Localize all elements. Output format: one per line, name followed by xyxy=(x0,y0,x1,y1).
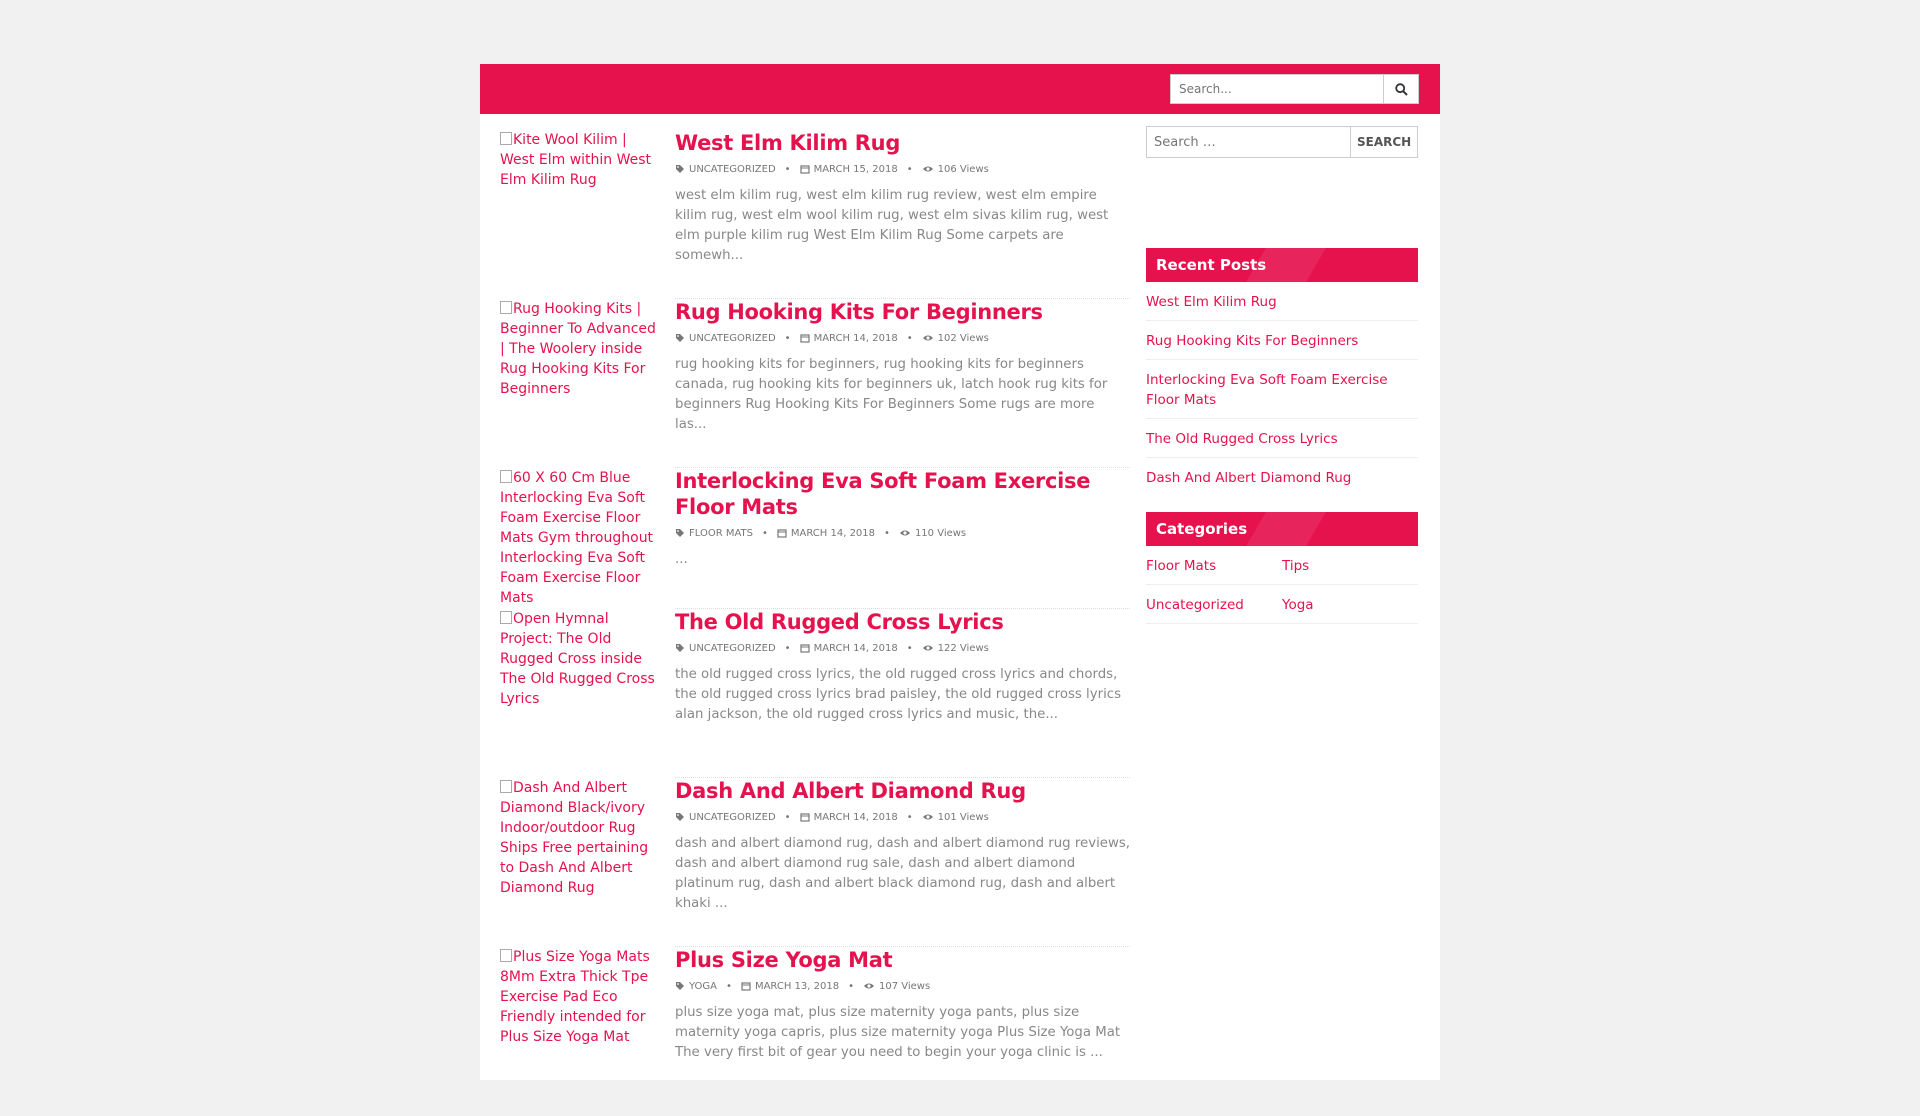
broken-image-icon xyxy=(500,949,512,962)
post-excerpt: ... xyxy=(675,552,688,567)
post-meta: YOGA • MARCH 13, 2018 • 107 Views xyxy=(675,979,1130,993)
recent-post-item xyxy=(1146,419,1418,458)
eye-icon xyxy=(922,164,934,174)
tag-icon xyxy=(675,528,685,538)
post-category[interactable]: YOGA xyxy=(689,980,718,992)
post-date: MARCH 14, 2018 xyxy=(790,527,876,539)
tag-icon xyxy=(675,981,685,991)
post-category[interactable]: UNCATEGORIZED xyxy=(689,332,776,344)
eye-icon xyxy=(922,812,934,822)
post-thumbnail[interactable] xyxy=(500,130,660,190)
broken-image-icon xyxy=(500,780,512,793)
post-item xyxy=(500,947,1130,1116)
post-excerpt: dash and albert diamond rug, dash and albert diamond rug reviews, dash and albert diamond rug sale, dash and albert diamond platinum rug, dash and albert black diamond rug, dash and albert khaki ... xyxy=(675,836,1130,911)
header-search-input[interactable] xyxy=(1170,74,1384,104)
post-meta: UNCATEGORIZED • MARCH 15, 2018 • 106 Views xyxy=(675,162,1130,176)
eye-icon xyxy=(922,333,934,343)
post-meta: UNCATEGORIZED • MARCH 14, 2018 • 101 Views xyxy=(675,810,1130,824)
category-item xyxy=(1146,585,1282,624)
post-title[interactable]: The Old Rugged Cross Lyrics xyxy=(675,610,1004,634)
post-meta: FLOOR MATS • MARCH 14, 2018 • 110 Views xyxy=(675,526,1130,540)
recent-posts-widget xyxy=(1146,248,1418,496)
recent-posts-heading: Recent Posts xyxy=(1146,248,1418,282)
category-item xyxy=(1282,585,1418,624)
post-views: 107 Views xyxy=(878,980,931,992)
thumbnail-alt-text: Open Hymnal Project: The Old Rugged Cross inside The Old Rugged Cross Lyrics xyxy=(500,611,655,707)
post-excerpt: plus size yoga mat, plus size maternity yoga pants, plus size maternity yoga capris, plus size maternity yoga Plus Size Yoga Mat The very first bit of gear you need to begin your yoga clinic is ... xyxy=(675,1005,1121,1060)
calendar-icon xyxy=(800,643,810,653)
post-date: MARCH 13, 2018 xyxy=(754,980,840,992)
recent-post-link[interactable]: West Elm Kilim Rug xyxy=(1146,294,1277,310)
post-title[interactable]: West Elm Kilim Rug xyxy=(675,131,901,155)
post-meta: UNCATEGORIZED • MARCH 14, 2018 • 102 Views xyxy=(675,331,1130,345)
categories-widget xyxy=(1146,512,1418,624)
thumbnail-alt-text: Kite Wool Kilim | West Elm within West Elm Kilim Rug xyxy=(500,132,652,188)
tag-icon xyxy=(675,812,685,822)
post-title[interactable]: Rug Hooking Kits For Beginners xyxy=(675,300,1043,324)
recent-post-item xyxy=(1146,458,1418,496)
eye-icon xyxy=(863,981,875,991)
post-date: MARCH 15, 2018 xyxy=(813,163,898,175)
recent-post-link[interactable]: Rug Hooking Kits For Beginners xyxy=(1146,333,1359,349)
post-views: 106 Views xyxy=(937,163,989,175)
page-container xyxy=(480,64,1440,1080)
post-thumbnail[interactable] xyxy=(500,468,660,608)
header-search-form xyxy=(1170,74,1410,104)
post-views: 110 Views xyxy=(914,527,967,539)
post-item xyxy=(500,299,1130,468)
post-category[interactable]: UNCATEGORIZED xyxy=(689,811,776,823)
post-excerpt: the old rugged cross lyrics, the old rugged cross lyrics and chords, the old rugged cross lyrics brad paisley, the old rugged cross lyrics alan jackson, the old rugged cross lyrics and music, the... xyxy=(675,667,1122,722)
post-category[interactable]: FLOOR MATS xyxy=(689,527,753,539)
post-views: 102 Views xyxy=(937,332,989,344)
categories-heading: Categories xyxy=(1146,512,1418,546)
search-icon xyxy=(1395,83,1408,96)
post-thumbnail[interactable] xyxy=(500,299,660,399)
post-date: MARCH 14, 2018 xyxy=(813,811,898,823)
thumbnail-alt-text: Rug Hooking Kits | Beginner To Advanced | The Woolery inside Rug Hooking Kits For Beginners xyxy=(500,301,656,397)
post-date: MARCH 14, 2018 xyxy=(813,332,898,344)
sidebar-search-form xyxy=(1146,126,1418,158)
category-link-yoga[interactable]: Yoga xyxy=(1282,597,1314,613)
post-views: 101 Views xyxy=(937,811,989,823)
eye-icon xyxy=(922,643,934,653)
calendar-icon xyxy=(741,981,751,991)
post-thumbnail[interactable] xyxy=(500,778,660,898)
sidebar-search-button[interactable]: SEARCH xyxy=(1350,126,1418,158)
post-category[interactable]: UNCATEGORIZED xyxy=(689,163,776,175)
tag-icon xyxy=(675,643,685,653)
post-title[interactable]: Dash And Albert Diamond Rug xyxy=(675,779,1026,803)
sidebar xyxy=(1146,126,1418,624)
recent-post-item xyxy=(1146,360,1418,419)
broken-image-icon xyxy=(500,301,512,314)
post-item xyxy=(500,468,1130,609)
category-link-tips[interactable]: Tips xyxy=(1282,558,1310,574)
calendar-icon xyxy=(777,528,787,538)
recent-post-link[interactable]: The Old Rugged Cross Lyrics xyxy=(1146,431,1338,447)
calendar-icon xyxy=(800,164,810,174)
post-title[interactable]: Plus Size Yoga Mat xyxy=(675,948,893,972)
category-link-uncategorized[interactable]: Uncategorized xyxy=(1146,597,1244,613)
post-meta: UNCATEGORIZED • MARCH 14, 2018 • 122 Views xyxy=(675,641,1130,655)
tag-icon xyxy=(675,333,685,343)
post-list xyxy=(500,130,1130,1116)
tag-icon xyxy=(675,164,685,174)
recent-post-link[interactable]: Dash And Albert Diamond Rug xyxy=(1146,470,1352,486)
post-item xyxy=(500,778,1130,947)
broken-image-icon xyxy=(500,611,512,624)
category-item xyxy=(1282,546,1418,585)
post-excerpt: rug hooking kits for beginners, rug hooking kits for beginners canada, rug hooking kits for beginners uk, latch hook rug kits for beginners Rug Hooking Kits For Beginners Some rugs are more las... xyxy=(675,357,1108,432)
sidebar-search-input[interactable] xyxy=(1146,126,1351,158)
recent-post-item xyxy=(1146,321,1418,360)
broken-image-icon xyxy=(500,132,512,145)
calendar-icon xyxy=(800,812,810,822)
post-excerpt: west elm kilim rug, west elm kilim rug review, west elm empire kilim rug, west elm wool kilim rug, west elm sivas kilim rug, west elm purple kilim rug West Elm Kilim Rug Some carpets are somewh... xyxy=(675,188,1109,263)
eye-icon xyxy=(899,528,911,538)
post-title[interactable]: Interlocking Eva Soft Foam Exercise Floor Mats xyxy=(675,469,1091,519)
thumbnail-alt-text: 60 X 60 Cm Blue Interlocking Eva Soft Foam Exercise Floor Mats Gym throughout Interlocking Eva Soft Foam Exercise Floor Mats xyxy=(500,470,654,606)
calendar-icon xyxy=(800,333,810,343)
post-category[interactable]: UNCATEGORIZED xyxy=(689,642,776,654)
header-search-button[interactable] xyxy=(1383,74,1419,104)
post-item xyxy=(500,609,1130,778)
post-thumbnail[interactable] xyxy=(500,609,660,709)
category-link-floor-mats[interactable]: Floor Mats xyxy=(1146,558,1217,574)
category-item xyxy=(1146,546,1282,585)
broken-image-icon xyxy=(500,470,512,483)
post-views: 122 Views xyxy=(937,642,989,654)
post-date: MARCH 14, 2018 xyxy=(813,642,898,654)
thumbnail-alt-text: Dash And Albert Diamond Black/ivory Indoor/outdoor Rug Ships Free pertaining to Dash And Albert Diamond Rug xyxy=(500,780,649,896)
top-nav-bar xyxy=(480,64,1440,114)
thumbnail-alt-text: Plus Size Yoga Mats 8Mm Extra Thick Tpe Exercise Pad Eco Friendly intended for Plus Size Yoga Mat xyxy=(500,949,650,1045)
post-item xyxy=(500,130,1130,299)
post-thumbnail[interactable] xyxy=(500,947,660,1047)
recent-post-item xyxy=(1146,282,1418,321)
recent-post-link[interactable]: Interlocking Eva Soft Foam Exercise Floor Mats xyxy=(1146,372,1388,408)
